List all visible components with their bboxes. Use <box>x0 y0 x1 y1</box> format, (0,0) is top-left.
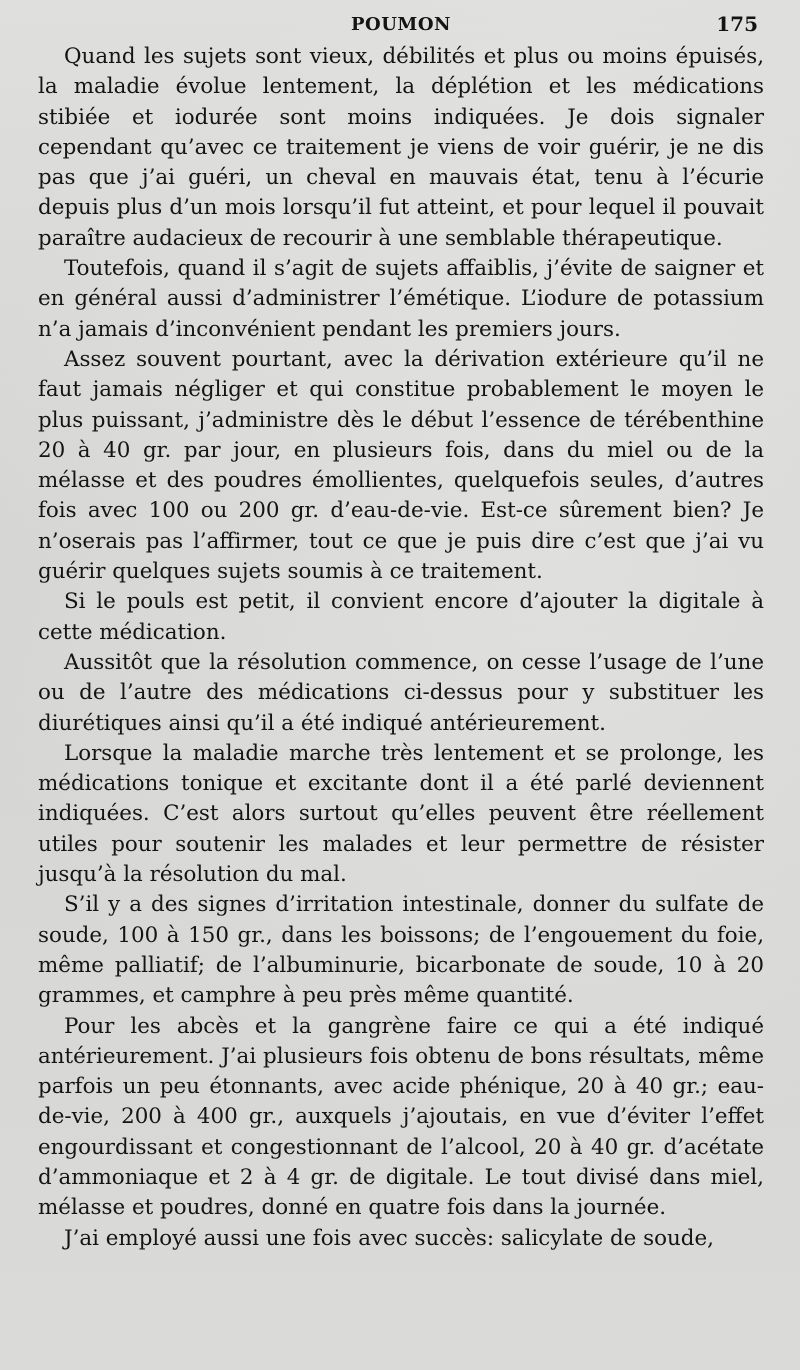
paragraph: S’il y a des signes d’irritation intestinale, donner du sulfate de soude, 100 à 150 gr., dans les boissons; de l’engouement du foie, même palliatif; de l’albuminurie, bicarbonate de soude, 10 à 20 grammes, et camphre à peu près même quantité. <box>38 892 764 1009</box>
paragraph: Toutefois, quand il s’agit de sujets affaiblis, j’évite de saigner et en général aussi d’administrer l’émétique. L’iodure de potassium n’a jamais d’inconvénient pendant les premiers jours. <box>38 256 764 342</box>
paragraph: Aussitôt que la résolution commence, on cesse l’usage de l’une ou de l’autre des médications ci-dessus pour y substituer les diurétiques ainsi qu’il a été indiqué antérieurement. <box>38 649 764 736</box>
running-title: POUMON <box>351 14 451 35</box>
page-number: 175 <box>716 12 758 36</box>
paragraph: Lorsque la maladie marche très lentement et se prolonge, les médications tonique et excitante dont il a été parlé deviennent indiquées. C’est alors surtout qu’elles peuvent être réellement utiles pour soutenir les malades et leur permettre de résister jusqu’à la résolution du mal. <box>38 740 764 888</box>
paragraph: Pour les abcès et la gangrène faire ce qui a été indiqué antérieurement. J’ai plusieurs fois obtenu de bons résultats, même parfois un peu étonnants, avec acide phénique, 20 à 40 gr.; eau-de-vie, 200 à 400 gr., auxquels j’ajoutais, en vue d’éviter l’effet engourdissant et congestionnant de l’alcool, 20 à 40 gr. d’acétate d’ammoniaque et 2 à 4 gr. de digitale. Le tout divisé dans miel, mélasse et poudres, donné en quatre fois dans la journée. <box>38 1013 764 1221</box>
paragraph: Assez souvent pourtant, avec la dérivation extérieure qu’il ne faut jamais négliger et qui constitue probablement le moyen le plus puissant, j’administre dès le début l’essence de térébenthine 20 à 40 gr. par jour, en plusieurs fois, dans du miel ou de la mélasse et des poudres émollientes, quelquefois seules, d’autres fois avec 100 ou 200 gr. d’eau-de-vie. Est-ce sûrement bien? Je n’oserais pas l’affirmer, tout ce que je puis dire c’est que j’ai vu guérir quelques sujets soumis à ce traitement. <box>38 346 764 585</box>
paragraph: J’ai employé aussi une fois avec succès: salicylate de soude, <box>64 1225 714 1251</box>
paragraph: Quand les sujets sont vieux, débilités et plus ou moins épuisés, la maladie évolue lentement, la déplétion et les médications stibiée et iodurée sont moins indiquées. Je dois signaler cependant qu’avec ce traitement je viens de voir guérir, je ne dis pas que j’ai guéri, un cheval en mauvais état, tenu à l’écurie depuis plus d’un mois lorsqu’il fut atteint, et pour lequel il pouvait paraître audacieux de recourir à une semblable thérapeutique. <box>38 44 764 251</box>
paragraph: Si le pouls est petit, il convient encore d’ajouter la digitale à cette médication. <box>38 589 764 645</box>
body-text <box>38 42 764 1254</box>
running-head <box>38 0 764 42</box>
